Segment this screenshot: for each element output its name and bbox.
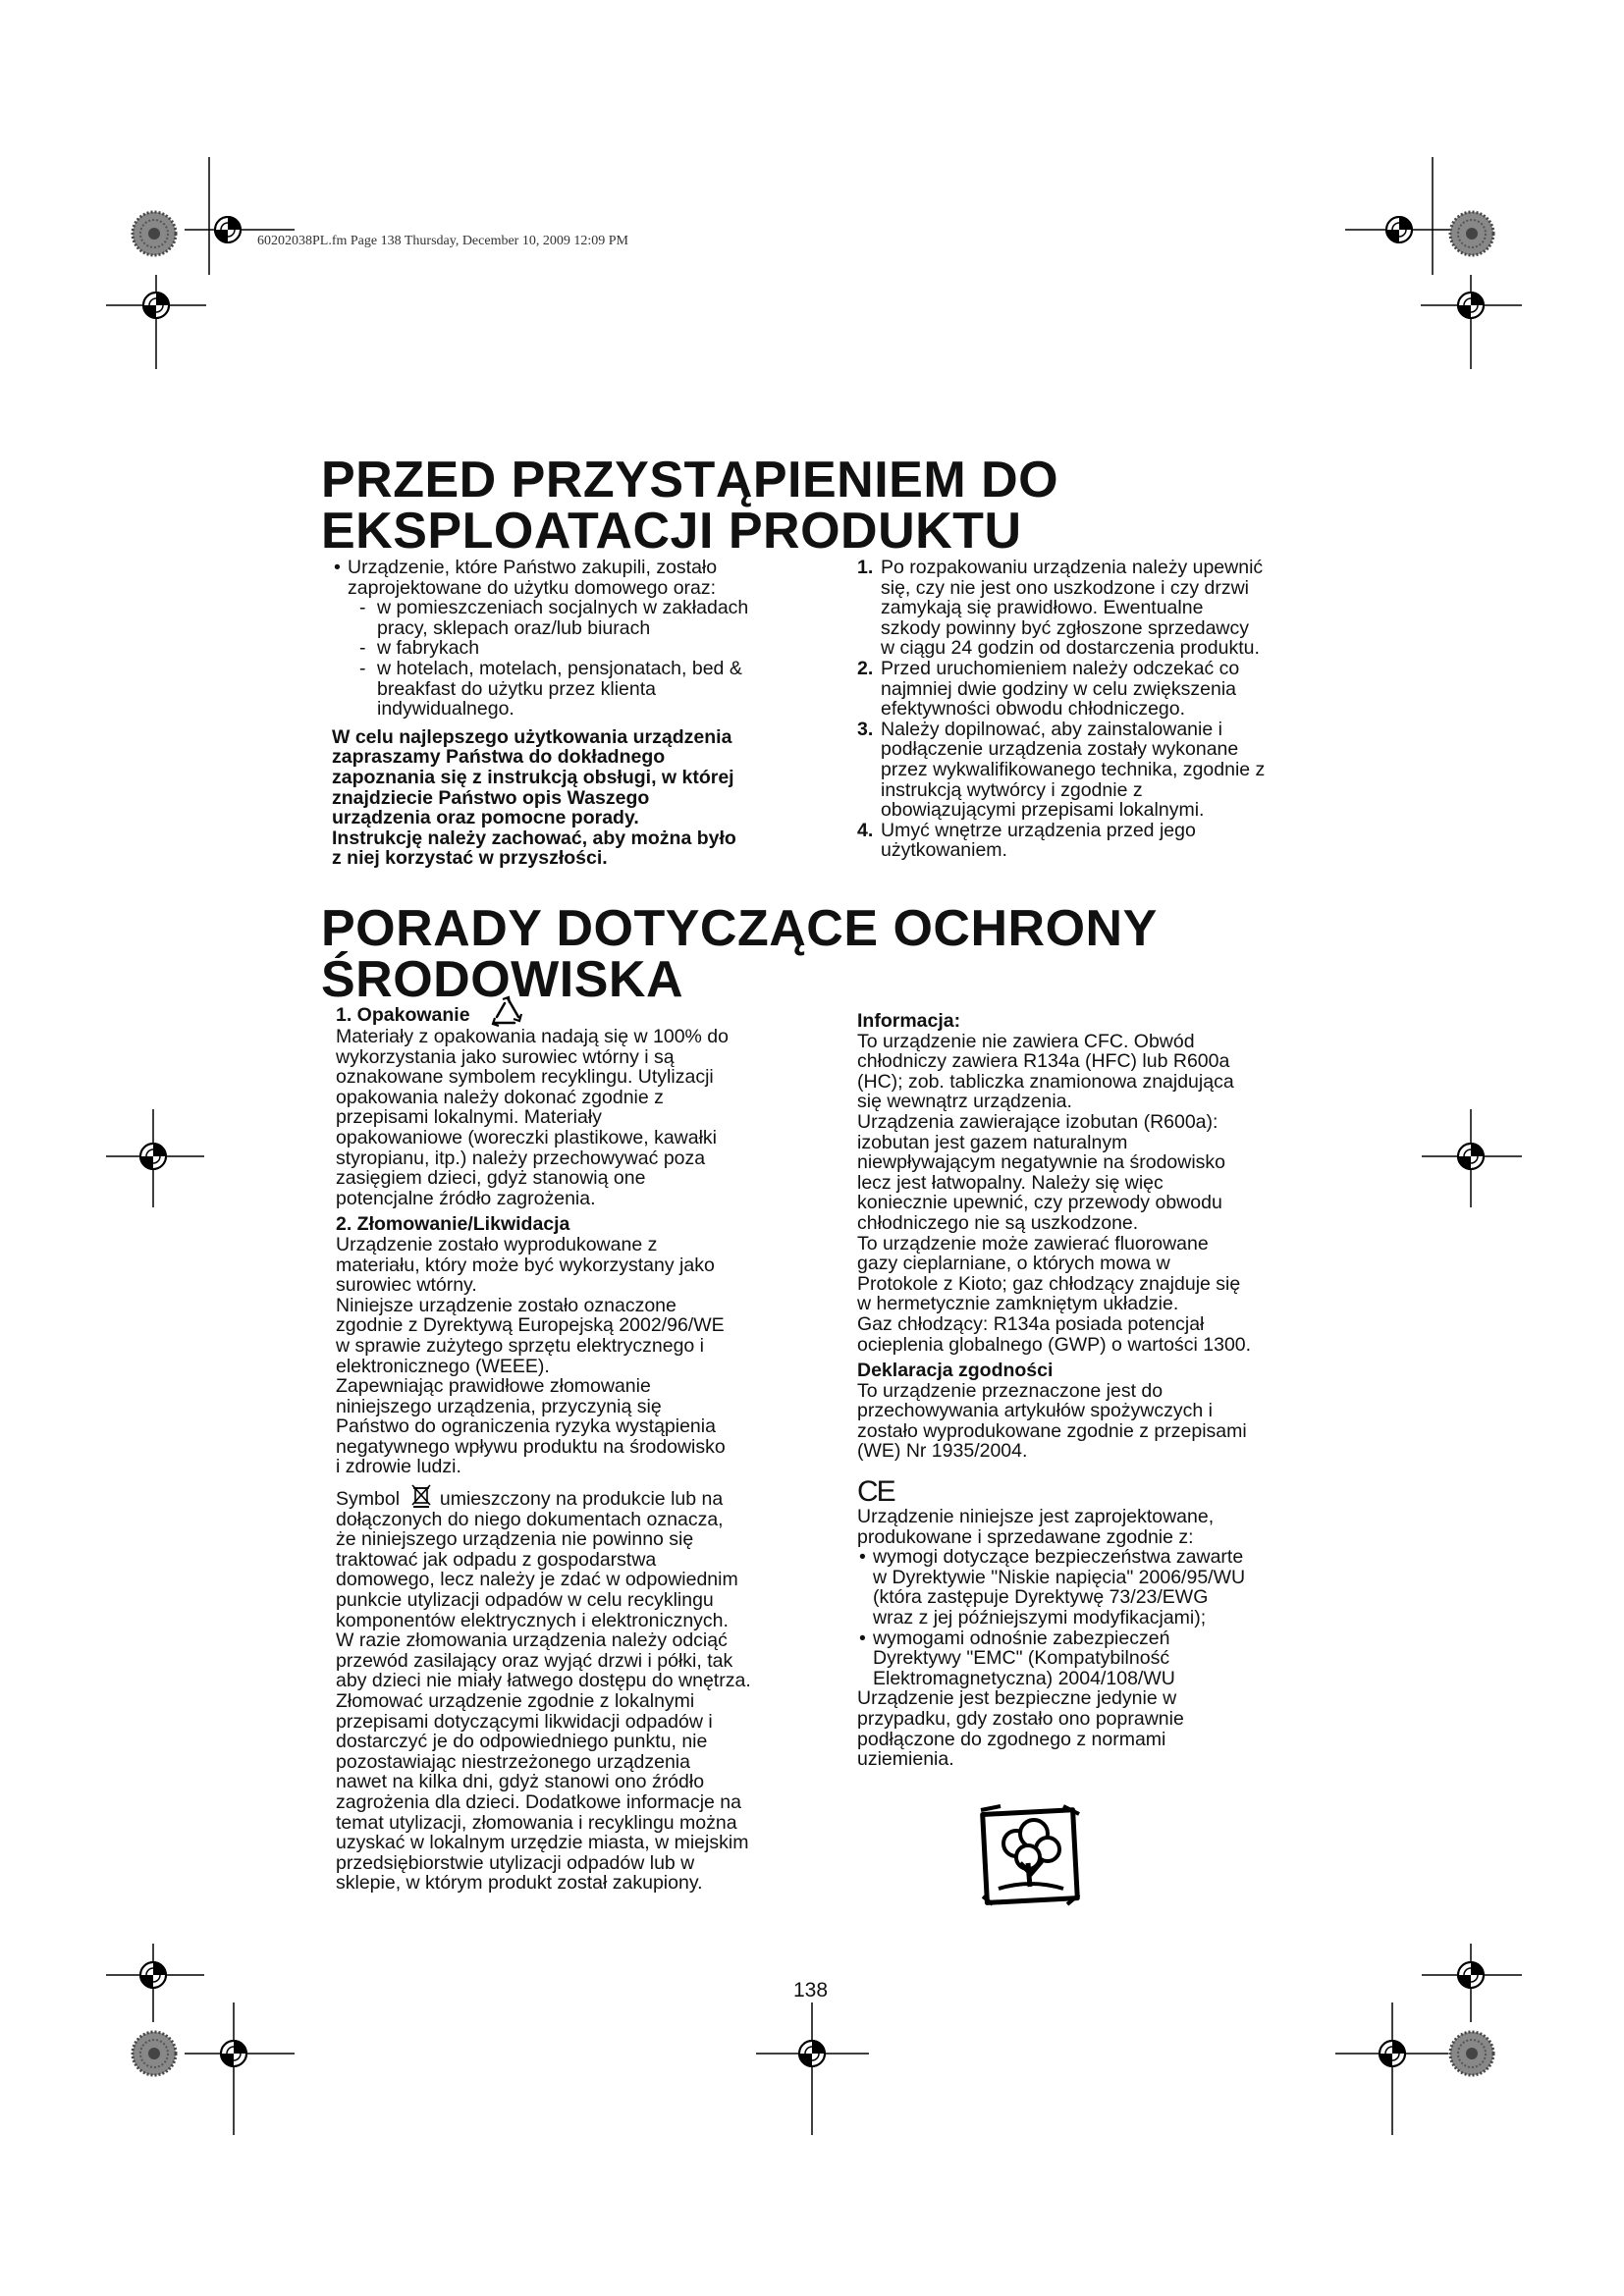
info-heading: Informacja: xyxy=(857,1010,961,1032)
ce-mark-icon: CE xyxy=(857,1475,894,1509)
section-title-before-use: PRZED PRZYSTĄPIENIEM DO EKSPLOATACJI PRODUKTU xyxy=(321,452,1059,560)
disposal-heading: 2. Złomowanie/Likwidacja xyxy=(336,1213,570,1236)
environment-tree-icon xyxy=(977,1802,1085,1910)
registration-mark-top-right xyxy=(1345,157,1522,369)
section2-right-column: Informacja: To urządzenie nie zawiera CFC. Obwód chłodniczy zawiera R134a (HFC) lub R600a (HC); zob. tabliczka znamionowa znajdująca się wewnątrz urządzenia. Urządzenia zawierające izobutan (R600a): izobutan jest gazem naturalnym niewpływającym negatywnie na środowisko lecz jest łatwopalny. Należy się więc koniecznie upewnić, czy przewody obwodu chłodniczego nie są uszkodzone. To urządzenie może zawierać fluorowane gazy cieplarniane, o których mowa w Protokole z Kioto; gaz chłodzący znajduje się w hermetycznie zamkniętym układzie. Gaz chłodzący: R134a posiada potencjał ocieplenia globalnego (GWP) o wartości 1300. Deklaracja zgodności To urządzenie przeznaczone jest do przechowywania artykułów spożywczych i zostało wyprodukowane zgodnie z przepisami (WE) Nr 1935/2004. CE Urządzenie niniejsze jest zaprojektowane, produkowane i sprzedawane zgodnie z: • wymogi dotyczące bezpieczeństwa zawarte w Dyrektywie "Niskie napięcia" 2006/95/WU (która zastępuje Dyrektywę 73/23/EWG wraz z jej późniejszymi modyfikacjami); • wymogami odnośnie zabezpieczeń Dyrektywy "EMC" (Kompatybilność Elektromagnetyczna) 2004/108/WU Urządzenie jest bezpieczne jedynie w przypadku, gdy zostało ono poprawnie podłączone do zgodnego z normami uziemienia. xyxy=(857,1011,1328,1770)
registration-mark-bottom-left xyxy=(106,1944,295,2135)
ce-bullet: • wymogami odnośnie zabezpieczeń Dyrektywy "EMC" (Kompatybilność Elektromagnetyczna) 2004/108/WU xyxy=(857,1629,1328,1689)
registration-mark-bottom-right xyxy=(1335,1944,1522,2135)
packaging-heading: 1. Opakowanie xyxy=(336,1005,807,1027)
step-item: 1. Po rozpakowaniu urządzenia należy upewnić się, czy nie jest ono uszkodzone i czy drzwi zamykają się prawidłowo. Ewentualne szkody powinny być zgłoszone sprzedawcy w ciągu 24 godzin od dostarczenia produktu. xyxy=(857,557,1264,660)
instructions-advice: W celu najlepszego użytkowania urządzenia zapraszamy Państwa do dokładnego zapoznania się z instrukcją obsługi, w której znajdziecie Państwo opis Waszego urządzenia oraz pomocne porady. Instrukcję należy zachować, aby można było z niej korzystać w przyszłości. xyxy=(332,725,736,870)
recycle-icon xyxy=(489,995,526,1027)
page-number: 138 xyxy=(793,1979,829,2002)
section-title-environment: PORADY DOTYCZĄCE OCHRONY ŚRODOWISKA xyxy=(321,900,1158,1008)
usage-dash-item: - w fabrykach xyxy=(357,638,823,659)
ce-bullet: • wymogi dotyczące bezpieczeństwa zawarte w Dyrektywie "Niskie napięcia" 2006/95/WU (która zastępuje Dyrektywę 73/23/EWG wraz z jej późniejszymi modyfikacjami); xyxy=(857,1547,1328,1628)
section1-left-column xyxy=(332,558,823,869)
section1-right-column xyxy=(857,558,1348,861)
print-header: 60202038PL.fm Page 138 Thursday, December 10, 2009 12:09 PM xyxy=(257,234,628,248)
usage-dash-item: - w hotelach, motelach, pensjonatach, bed & breakfast do użytku przez klienta indywidualnego. xyxy=(357,659,823,720)
registration-mark-middle-left xyxy=(106,1109,204,1207)
section2-left-column: 1. Opakowanie Materiały z opakowania nadają się w 100% do wykorzystania jako surowiec wtórny i są oznakowane symbolem recyklingu. Utylizacji opakowania należy dokonać zgodnie z przepisami lokalnymi. Materiały opakowaniowe (woreczki plastikowe, kawałki styropianu, itp.) należy przechowywać poza zasięgiem dzieci, gdyż stanowią one potencjalne źródło zagrożenia. 2. Złomowanie/Likwidacja Urządzenie zostało wyprodukowane z materiału, który może być wykorzystany jako surowiec wtórny. Niniejsze urządzenie zostało oznaczone zgodnie z Dyrektywą Europejską 2002/96/WE w sprawie zużytego sprzętu elektrycznego i elektronicznego (WEEE). Zapewniając prawidłowe złomowanie niniejszego urządzenia, przyczynią się Państwo do ograniczenia ryzyka wystąpienia negatywnego wpływu produktu na środowisko i zdrowie ludzi. Symbol umieszczony na produkcie lub na dołączonych do niego dokumentach oznacza, że niniejszego urządzenia nie powinno się traktować jak odpadu z gospodarstwa domowego, lecz należy je zdać w odpowiednim punkcie utylizacji odpadów w celu recyklingu komponentów elektrycznych i elektronicznych. W razie złomowania urządzenia należy odciąć przewód zasilający oraz wyjąć drzwi i półki, tak aby dzieci nie miały łatwego dostępu do wnętrza. Złomować urządzenie zgodnie z lokalnymi przepisami dotyczącymi likwidacji odpadów i dostarczyć je do odpowiedniego punktu, nie pozostawiając niestrzeżonego urządzenia nawet na kilka dni, gdyż stanowi ono źródło zagrożenia dla dzieci. Dodatkowe informacje na temat utylizacji, złomowania i recyklingu można uzyskać w lokalnym urzędzie miasta, w miejskim przedsiębiorstwie utylizacji odpadów lub w sklepie, w którym produkt został zakupiony. xyxy=(336,1005,807,1894)
step-item: 2. Przed uruchomieniem należy odczekać co najmniej dwie godziny w celu zwiększenia efektywności obwodu chłodniczego. xyxy=(857,657,1240,721)
usage-dash-item: - w pomieszczeniach socjalnych w zakładach pracy, sklepach oraz/lub biurach xyxy=(357,598,823,638)
usage-bullet: • Urządzenie, które Państwo zakupili, zostało zaprojektowane do użytku domowego oraz: xyxy=(332,558,823,598)
declaration-heading: Deklaracja zgodności xyxy=(857,1360,1054,1382)
crossed-bin-icon xyxy=(410,1483,432,1509)
step-item: 4. Umyć wnętrze urządzenia przed jego użytkowaniem. xyxy=(857,819,1196,862)
registration-mark-middle-right xyxy=(1422,1109,1522,1207)
registration-mark-top-left xyxy=(106,157,295,369)
step-item: 3. Należy dopilnować, aby zainstalowanie i podłączenie urządzenia zostały wykonane przez wykwalifikowanego technika, zgodnie z instrukcją wytwórcy i zgodnie z obowiązującymi przepisami lokalnymi. xyxy=(857,718,1266,822)
weee-symbol-line: Symbol umieszczony na produkcie lub na xyxy=(336,1489,807,1510)
registration-mark-bottom-center xyxy=(756,2002,869,2135)
